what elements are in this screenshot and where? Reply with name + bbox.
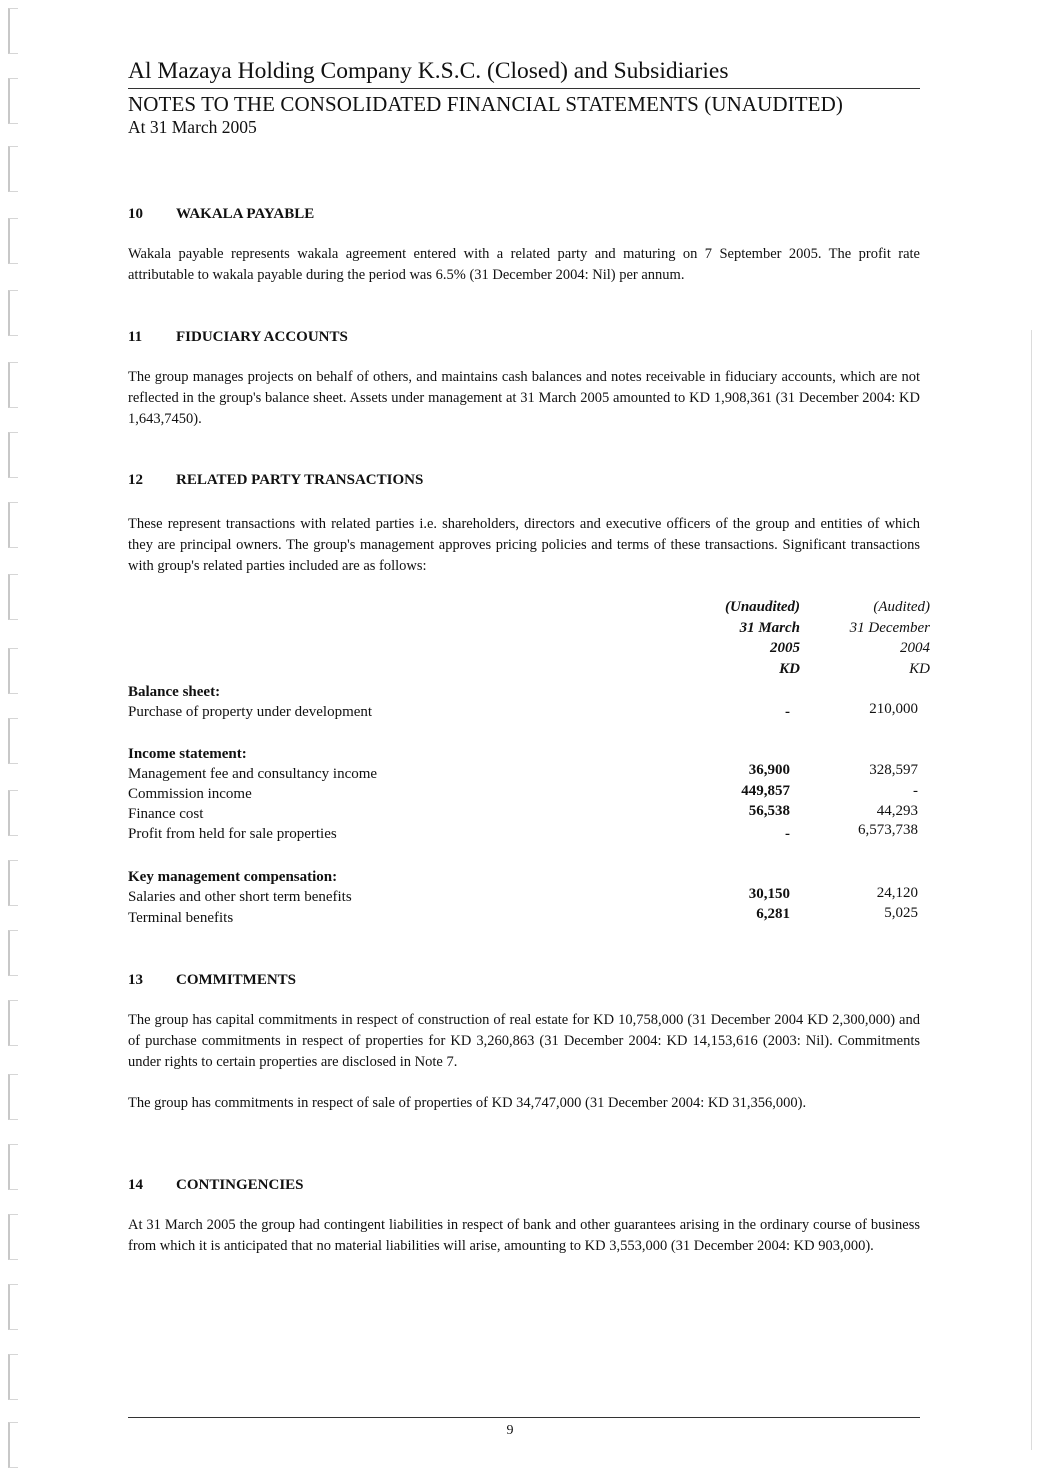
binder-holes <box>0 0 40 1471</box>
table-row <box>128 822 928 846</box>
column-unit: KD <box>909 660 930 677</box>
row-value-2004: 44,293 <box>876 803 918 819</box>
row-label: Management fee and consultancy income <box>128 766 378 782</box>
row-value-2005: 36,900 <box>748 762 790 778</box>
section-heading-11 <box>128 329 348 346</box>
section-heading-13 <box>128 972 296 989</box>
row-label: Terminal benefits <box>128 910 234 926</box>
row-value-2005: - <box>785 826 790 842</box>
column-period: 31 March <box>739 619 800 636</box>
section-title: CONTINGENCIES <box>176 1177 304 1193</box>
row-label: Purchase of property under development <box>128 704 373 720</box>
company-name: Al Mazaya Holding Company K.S.C. (Closed) and Subsidiaries <box>128 58 729 84</box>
row-value-2005: 56,538 <box>748 803 790 819</box>
section-14-paragraph: At 31 March 2005 the group had contingent liabilities in respect of bank and other guarantees arising in the ordinary course of business from which it is anticipated that no material liabilities will arise, amounting to KD 3,553,000 (31 December 2004: KD 903,000). <box>128 1217 920 1254</box>
column-status: (Unaudited) <box>725 599 800 615</box>
column-year: 2005 <box>770 640 800 656</box>
section-13-paragraph-2: The group has commitments in respect of sale of properties of KD 34,747,000 (31 December 2004: KD 31,356,000). <box>128 1095 807 1111</box>
column-year: 2004 <box>900 640 930 656</box>
section-title: COMMITMENTS <box>176 972 296 988</box>
section-heading-10 <box>128 206 314 223</box>
row-label: Commission income <box>128 786 252 802</box>
section-title: WAKALA PAYABLE <box>176 206 315 222</box>
column-header-unaudited <box>700 597 800 679</box>
page-number: 9 <box>506 1423 514 1438</box>
section-13-paragraph-1: The group has capital commitments in respect of construction of real estate for KD 10,758,000 (31 December 2004 KD 2,300,000) and of purchase commitments in respect of properties for KD 3,260,863 (31 December 2004: KD 14,153,616 (2003: Nil). Commitments under rights to certain properties are disclosed in Note 7. <box>128 1012 920 1070</box>
page-edge-line <box>1031 330 1032 1450</box>
section-heading-14 <box>128 1177 304 1194</box>
section-number: 12 <box>128 472 143 488</box>
row-value-2005: - <box>785 704 790 720</box>
row-value-2005: 449,857 <box>741 783 790 799</box>
row-value-2005: 30,150 <box>748 886 790 902</box>
section-11-paragraph: The group manages projects on behalf of others, and maintains cash balances and notes receivable in fiduciary accounts, which are not reflected in the group's balance sheet. Assets under management at 31 March 2005 amounted to KD 1,908,361 (31 December 2004: KD 1,643,7450). <box>128 369 920 427</box>
row-label: Finance cost <box>128 806 204 822</box>
table-row <box>128 701 928 724</box>
section-number: 10 <box>128 206 143 222</box>
section-title: RELATED PARTY TRANSACTIONS <box>176 472 424 488</box>
row-label: Profit from held for sale properties <box>128 826 337 842</box>
row-value-2004: 210,000 <box>869 701 918 717</box>
row-value-2004: 24,120 <box>876 885 918 901</box>
section-heading-12 <box>128 472 423 489</box>
row-value-2004: 5,025 <box>884 905 918 921</box>
section-number: 13 <box>128 972 143 988</box>
column-unit: KD <box>779 660 800 677</box>
row-value-2004: 6,573,738 <box>858 822 918 838</box>
section-title: FIDUCIARY ACCOUNTS <box>176 329 348 345</box>
table-row <box>128 905 928 930</box>
row-value-2004: 328,597 <box>869 762 918 778</box>
row-value-2004: - <box>913 783 918 799</box>
row-label: Salaries and other short term benefits <box>128 889 352 905</box>
section-10-paragraph: Wakala payable represents wakala agreement entered with a related party and maturing on 7 September 2005. The profit rate attributable to wakala payable during the period was 6.5% (31 December 2004: Nil) per annum. <box>128 246 920 283</box>
document-title: NOTES TO THE CONSOLIDATED FINANCIAL STATEMENTS (UNAUDITED) <box>128 92 843 116</box>
section-12-paragraph: These represent transactions with related parties i.e. shareholders, directors and executive officers of the group and entities of which they are principal owners. The group's management approves pricing policies and terms of these transactions. Significant transactions with group's related parties included are as follows: <box>128 516 920 574</box>
header-rule <box>128 88 920 89</box>
column-period: 31 December <box>849 619 930 636</box>
table-group-heading: Income statement: <box>128 746 247 762</box>
row-value-2005: 6,281 <box>756 906 790 922</box>
column-header-audited <box>820 597 930 679</box>
footer-rule <box>128 1417 920 1418</box>
document-date: At 31 March 2005 <box>128 117 257 137</box>
column-status: (Audited) <box>873 599 930 615</box>
section-number: 14 <box>128 1177 143 1193</box>
table-group-heading: Balance sheet: <box>128 684 221 700</box>
table-group-heading: Key management compensation: <box>128 869 338 885</box>
section-number: 11 <box>128 329 143 345</box>
